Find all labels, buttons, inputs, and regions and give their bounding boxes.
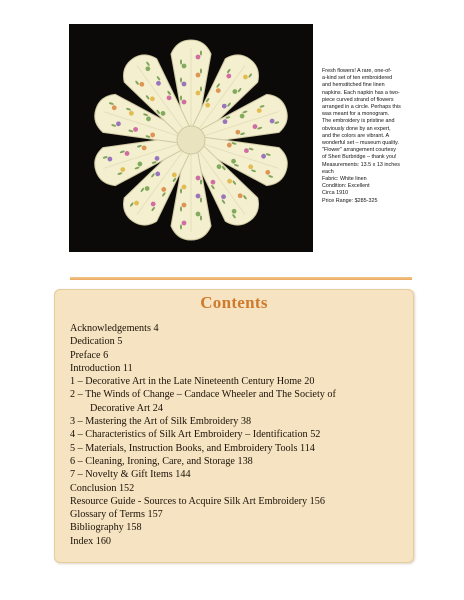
caption-line: wonderful set – museum quality.	[322, 140, 399, 147]
napkin-photo	[69, 24, 313, 252]
toc-entry[interactable]: 3 – Mastering the Art of Silk Embroidery 38	[70, 416, 252, 428]
napkin-arrangement-image	[69, 24, 313, 252]
caption-line: Fresh flowers! A rare, one-of-	[322, 68, 392, 74]
toc-entry[interactable]: Acknowledgements 4	[70, 323, 159, 334]
caption-line: napkins. Each napkin has a two-	[322, 89, 400, 96]
caption-line: "Flower" arrangement courtesy	[322, 147, 396, 154]
table-of-contents	[70, 322, 405, 548]
toc-entry[interactable]: Bibliography 158	[70, 522, 142, 534]
toc-entry[interactable]: 6 – Cleaning, Ironing, Care, and Storage 138	[70, 455, 253, 467]
caption-line: was meant for a monogram.	[322, 111, 390, 118]
caption-line: Measurements: 13.5 x 13 inches	[322, 161, 400, 168]
toc-entry[interactable]: Index 160	[70, 535, 112, 547]
toc-entry[interactable]: 1 – Decorative Art in the Late Nineteenth Century Home 20	[70, 376, 315, 388]
caption-line: and hemstitched fine linen	[322, 82, 385, 89]
toc-entry[interactable]: 5 – Materials, Instruction Books, and Embroidery Tools 114	[70, 442, 315, 454]
caption-line: of Sheri Burbridge – thank you!	[322, 154, 397, 161]
toc-entry[interactable]: 2 – The Winds of Change – Candace Wheeler and The Society of	[70, 389, 336, 401]
caption-line: obviously done by an expert,	[322, 125, 391, 132]
caption-line: Fabric: White linen	[322, 176, 367, 183]
toc-entry[interactable]: Resource Guide - Sources to Acquire Silk Art Embroidery 156	[70, 495, 325, 507]
toc-entry[interactable]: Preface 6	[70, 349, 109, 361]
toc-entry[interactable]: Glossary of Terms 157	[70, 509, 163, 521]
caption-line: piece curved strand of flowers	[322, 96, 394, 103]
caption-line: a-kind set of ten embroidered	[322, 75, 393, 82]
toc-entry[interactable]: 4 – Characteristics of Silk Art Embroidery – Identification 52	[70, 429, 321, 441]
caption-line: Condition: Excellent	[322, 183, 370, 190]
section-divider	[70, 277, 412, 280]
photo-caption	[322, 68, 422, 205]
toc-entry[interactable]: 7 – Novelty & Gift Items 144	[70, 469, 191, 481]
toc-entry[interactable]: Dedication 5	[70, 336, 123, 348]
caption-line: and the colors are vibrant. A	[322, 132, 390, 139]
caption-line: Circa 1910	[322, 190, 349, 197]
contents-panel	[54, 289, 414, 563]
caption-line: Price Range: $285-325	[322, 197, 378, 204]
toc-entry-continuation[interactable]: Decorative Art 24	[90, 402, 163, 414]
contents-title: Contents	[200, 293, 268, 312]
toc-entry[interactable]: Conclusion 152	[70, 482, 135, 494]
caption-line: arranged in a circle. Perhaps this	[322, 104, 401, 111]
caption-line: each	[322, 168, 334, 175]
toc-entry[interactable]: Introduction 11	[70, 362, 133, 374]
caption-line: The embroidery is pristine and	[322, 118, 395, 125]
